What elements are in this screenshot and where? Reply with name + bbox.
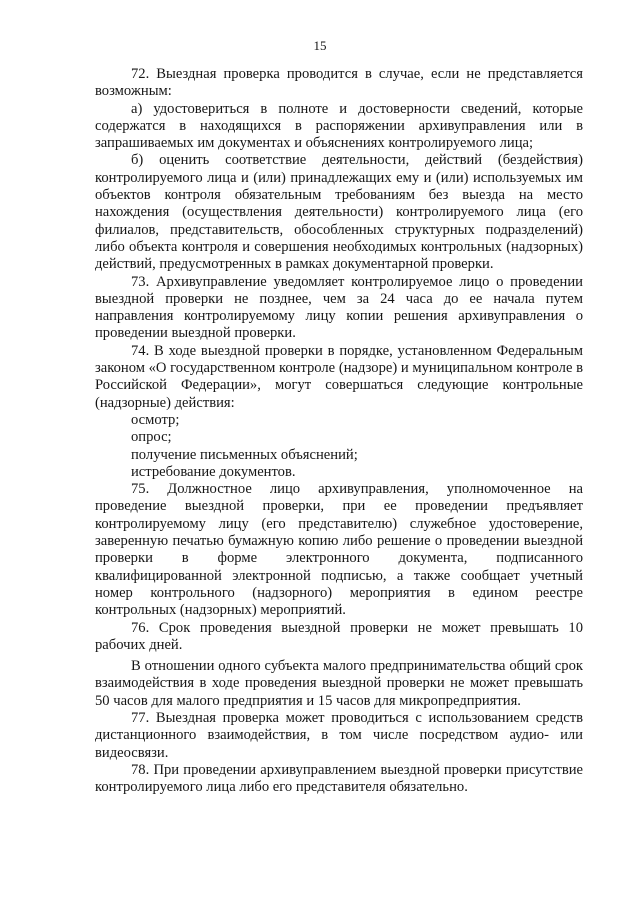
paragraph-76: 76. Срок проведения выездной проверки не может превышать 10 рабочих дней.: [95, 619, 583, 653]
paragraph-72: 72. Выездная проверка проводится в случае, если не представляется возможным:: [95, 66, 583, 100]
list-item-survey: опрос;: [131, 429, 172, 446]
list-item-written-explanations: получение письменных объяснений;: [131, 446, 358, 463]
paragraph-76-small-business: В отношении одного субъекта малого предпринимательства общий срок взаимодействия в ходе проведения выездной проверки не может превышать 50 часов для малого предприятия и 15 часов для микропредприятия.: [95, 658, 583, 709]
paragraph-73: 73. Архивуправление уведомляет контролируемое лицо о проведении выездной проверки не позднее, чем за 24 часа до ее начала путем направления контролируемому лицу копии решения архивуправления о проведении выездной проверки.: [95, 273, 583, 342]
paragraph-74: 74. В ходе выездной проверки в порядке, установленном Федеральным законом «О государственном контроле (надзоре) и муниципальном контроле в Российской Федерации», могут совершаться следующие контрольные (надзорные) действия:: [95, 342, 583, 411]
document-body: [95, 66, 583, 796]
paragraph-78: 78. При проведении архивуправлением выездной проверки присутствие контролируемого лица либо его представителя обязательно.: [95, 761, 583, 796]
paragraph-72-item-b: б) оценить соответствие деятельности, действий (бездействия) контролируемого лица и (или) принадлежащих ему и (или) используемых им объектов контроля обязательным требованиям без выезда на место нахождения (осуществления деятельности) контролируемого лица (его филиалов, представительств, обособленных структурных подразделений) либо объекта контроля и совершения необходимых контрольных (надзорных) действий, предусмотренных в рамках документарной проверки.: [95, 152, 583, 273]
list-item-inspection: осмотр;: [131, 411, 180, 428]
paragraph-77: 77. Выездная проверка может проводиться с использованием средств дистанционного взаимодействия, в том числе посредством аудио- или видеосвязи.: [95, 709, 583, 761]
list-item-document-request: истребование документов.: [131, 463, 296, 480]
page-number: 15: [313, 38, 327, 53]
paragraph-75: 75. Должностное лицо архивуправления, уполномоченное на проведение выездной проверки, при ее проведении предъявляет контролируемому лицу (его представителю) служебное удостоверение, заверенную печатью бумажную копию либо решение о проведении выездной проверки в форме электронного документа, подписанного квалифицированной электронной подписью, а также сообщает учетный номер контрольного (надзорного) мероприятия в едином реестре контрольных (надзорных) мероприятий.: [95, 481, 583, 619]
paragraph-72-item-a: а) удостовериться в полноте и достоверности сведений, которые содержатся в находящихся в распоряжении архивуправления или в запрашиваемых им документах и объяснениях контролируемого лица;: [95, 100, 583, 152]
